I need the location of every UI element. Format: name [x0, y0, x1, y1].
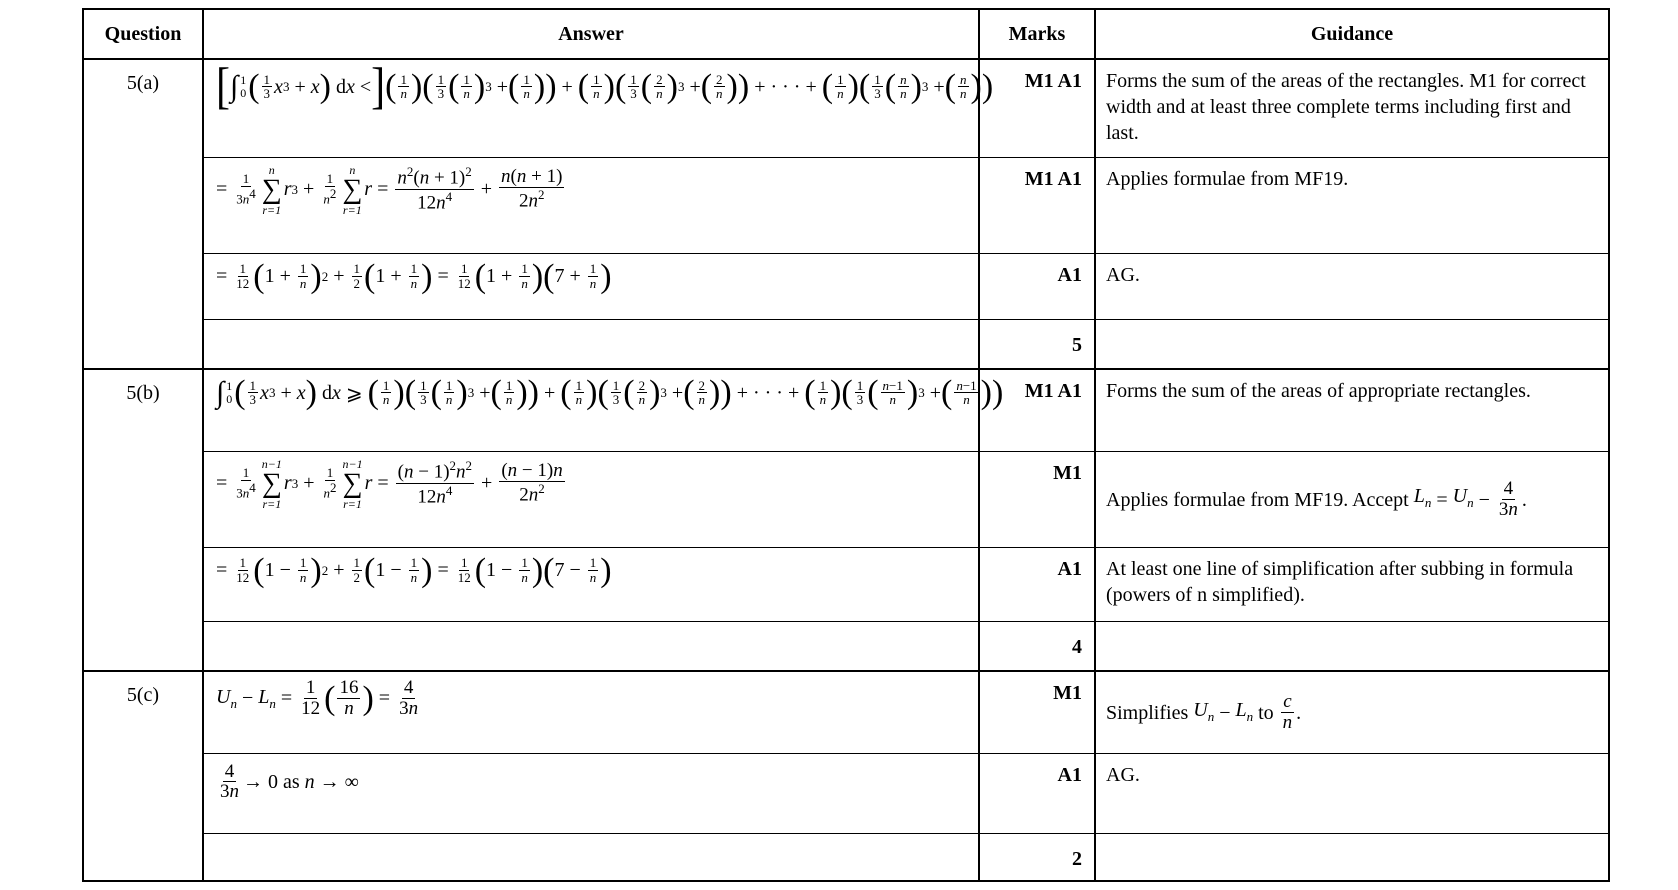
q5c-row-2: [83, 753, 1609, 833]
q5c-guidance-1-text: Simplifies: [1106, 702, 1189, 725]
q5b-marks-3: A1: [979, 547, 1095, 621]
q5b-guidance-3: At least one line of simplification after subbing in formula (powers of n simplified).: [1095, 547, 1609, 621]
q5a-answer-1: [ ∫ 1 0 ( $\frac{1}{3}$ x 3 + x ) d x < ] ( $\frac{1}{n}$ ) ( $\frac{1}{3}$ ( $\frac{1}{n}$ ) 3 + ( $\frac{1}{n}$ ) ) + ( $\frac{1}{n}$ ) ( $\frac{1}{3}$ ( $\frac{2}{n}$ ) 3 + ( $\frac{2}{n}$ ) ) + · · · + ( $\frac{1}{n}$ ) ( $\frac{1}{3}$ ( $\frac{n}{n}$ ) 3 + ( $\frac{n}{n}$ ) ): [203, 59, 979, 157]
q5c-answer-1: $U_n$ − $L_n$ = $\frac{1}{12}$ ( $\frac{16}{n}$ ) = $\frac{4}{3n}$: [203, 671, 979, 753]
q5a-answer-2: = $\frac{1}{3n^4}$ n ∑ r=1 r 3 + $\frac{1}{n^2}$ n ∑ r=1 r = $\frac{n^2(n + 1)^2}{12n^4}$ + $\frac{n(n + 1)}{2n^2}$: [203, 157, 979, 253]
q5b-guidance-2-text: Applies formulae from MF19. Accept: [1106, 488, 1409, 511]
q5b-label: 5(b): [83, 369, 203, 671]
q5a-total: 5: [979, 319, 1095, 369]
q5b-row-3: [83, 547, 1609, 621]
q5a-total-row: [83, 319, 1609, 369]
q5a-row-3: [83, 253, 1609, 319]
q5b-row-2: [83, 451, 1609, 547]
q5a-guidance-2: Applies formulae from MF19.: [1095, 157, 1609, 253]
q5c-row-1: [83, 671, 1609, 753]
q5b-total-row: [83, 621, 1609, 671]
q5b-answer-3: = $\frac{1}{12}$ ( 1 − $\frac{1}{n}$ ) 2 + $\frac{1}{2}$ ( 1 − $\frac{1}{n}$ ) = $\frac{1}{12}$ ( 1 − $\frac{1}{n}$ ) ( 7 − $\frac{1}{n}$ ): [203, 547, 979, 621]
q5a-row-2: [83, 157, 1609, 253]
q5b-guidance-2: Applies formulae from MF19. Accept $L_n$ = $U_n$ − $\frac{4}{3n}$ .: [1095, 451, 1609, 547]
header-guidance: Guidance: [1095, 9, 1609, 59]
q5b-guidance-1: Forms the sum of the areas of appropriate rectangles.: [1095, 369, 1609, 451]
q5a-guidance-3: AG.: [1095, 253, 1609, 319]
q5c-guidance-2: AG.: [1095, 753, 1609, 833]
q5b-answer-1: ∫ 1 0 ( $\frac{1}{3}$ x 3 + x ) d x ⩾ ( $\frac{1}{n}$ ) ( $\frac{1}{3}$ ( $\frac{1}{n}$ ) 3 + ( $\frac{1}{n}$ ) ) + ( $\frac{1}{n}$ ) ( $\frac{1}{3}$ ( $\frac{2}{n}$ ) 3 + ( $\frac{2}{n}$ ) ) + · · · + ( $\frac{1}{n}$ ) ( $\frac{1}{3}$ ( $\frac{n-1}{n}$ ) 3 + ( $\frac{n-1}{n}$ ) ): [203, 369, 979, 451]
q5a-guidance-1: Forms the sum of the areas of the rectangles. M1 for correct width and at least three complete terms including first and last.: [1095, 59, 1609, 157]
q5c-label: 5(c): [83, 671, 203, 881]
q5a-row-1: [83, 59, 1609, 157]
mark-scheme-sheet: [82, 8, 1608, 882]
q5c-guidance-to: to: [1258, 702, 1274, 725]
q5b-marks-2: M1: [979, 451, 1095, 547]
header-row: [83, 9, 1609, 59]
q5c-total: 2: [979, 833, 1095, 881]
q5b-answer-2: = $\frac{1}{3n^4}$ n−1 ∑ r=1 r 3 + $\frac{1}{n^2}$ n−1 ∑ r=1 r = $\frac{(n - 1)^2n^2}{12n^4}$ + $\frac{(n - 1)n}{2n^2}$: [203, 451, 979, 547]
q5c-answer-2: $\frac{4}{3n}$ → 0 as n → ∞: [203, 753, 979, 833]
q5a-marks-1: M1 A1: [979, 59, 1095, 157]
q5a-marks-3: A1: [979, 253, 1095, 319]
header-question: Question: [83, 9, 203, 59]
q5a-marks-2: M1 A1: [979, 157, 1095, 253]
q5c-marks-2: A1: [979, 753, 1095, 833]
q5b-marks-1: M1 A1: [979, 369, 1095, 451]
q5b-total: 4: [979, 621, 1095, 671]
q5c-guidance-1: Simplifies $U_n$ − $L_n$ to $\frac{c}{n}$ .: [1095, 671, 1609, 753]
q5c-as-text: as: [283, 770, 300, 793]
q5c-total-row: [83, 833, 1609, 881]
q5a-answer-3: = $\frac{1}{12}$ ( 1 + $\frac{1}{n}$ ) 2 + $\frac{1}{2}$ ( 1 + $\frac{1}{n}$ ) = $\frac{1}{12}$ ( 1 + $\frac{1}{n}$ ) ( 7 + $\frac{1}{n}$ ): [203, 253, 979, 319]
header-marks: Marks: [979, 9, 1095, 59]
q5a-label: 5(a): [83, 59, 203, 369]
q5b-row-1: [83, 369, 1609, 451]
mark-scheme-table: [82, 8, 1610, 882]
q5c-marks-1: M1: [979, 671, 1095, 753]
header-answer: Answer: [203, 9, 979, 59]
